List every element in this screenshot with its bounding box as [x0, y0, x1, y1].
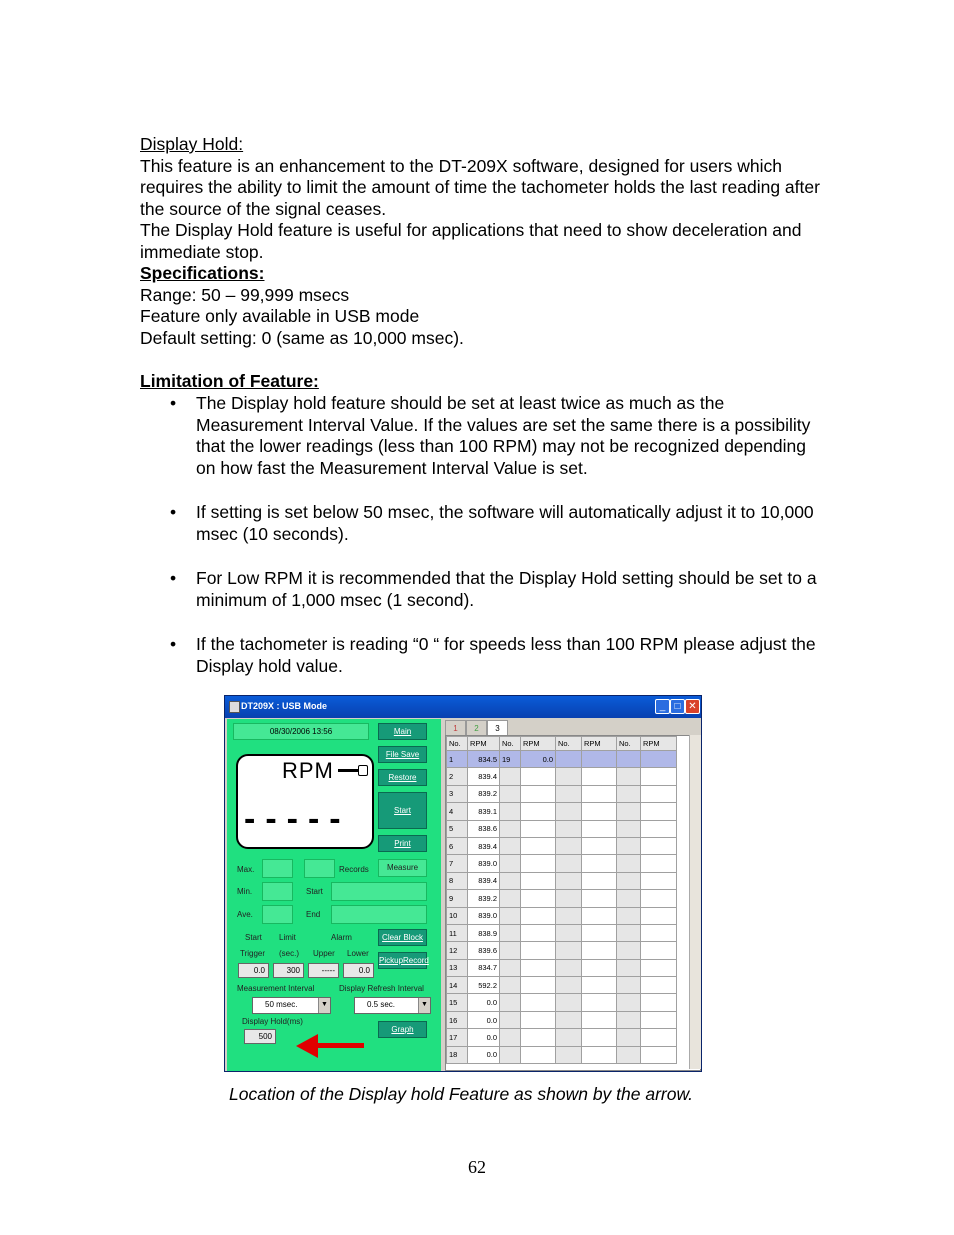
- row-number-cell[interactable]: [500, 1029, 521, 1046]
- trigger-input[interactable]: 0.0: [238, 963, 269, 978]
- app-icon: [229, 701, 240, 713]
- col-limit-label: Limit: [279, 933, 296, 942]
- table-row[interactable]: [447, 872, 677, 889]
- rpm-cell[interactable]: [582, 959, 617, 976]
- rpm-cell[interactable]: [641, 837, 677, 854]
- row-number-cell[interactable]: [617, 977, 641, 994]
- display-refresh-label: Display Refresh Interval: [339, 984, 424, 993]
- row-number-cell[interactable]: 15: [447, 994, 468, 1011]
- rpm-cell[interactable]: [582, 942, 617, 959]
- maximize-icon[interactable]: □: [670, 699, 685, 714]
- pickup-record-button[interactable]: PickupRecord: [378, 952, 427, 969]
- rpm-cell[interactable]: 839.0: [468, 907, 500, 924]
- lower-label: Lower: [347, 949, 369, 958]
- row-number-cell[interactable]: 8: [447, 872, 468, 889]
- rpm-cell[interactable]: [582, 977, 617, 994]
- rpm-cell[interactable]: [521, 803, 556, 820]
- rpm-cell[interactable]: [521, 872, 556, 889]
- rpm-cell[interactable]: [641, 907, 677, 924]
- row-number-cell[interactable]: 7: [447, 855, 468, 872]
- rpm-cell[interactable]: [582, 994, 617, 1011]
- row-number-cell[interactable]: [556, 1011, 582, 1028]
- rpm-cell[interactable]: [641, 977, 677, 994]
- rpm-cell[interactable]: [521, 994, 556, 1011]
- rpm-cell[interactable]: [641, 785, 677, 802]
- rpm-cell[interactable]: [521, 959, 556, 976]
- minimize-icon[interactable]: _: [655, 699, 670, 714]
- row-number-cell[interactable]: [617, 837, 641, 854]
- row-number-cell[interactable]: [500, 785, 521, 802]
- row-number-cell[interactable]: 12: [447, 942, 468, 959]
- rpm-cell[interactable]: [641, 1029, 677, 1046]
- rpm-cell[interactable]: [582, 924, 617, 941]
- rpm-cell[interactable]: 592.2: [468, 977, 500, 994]
- row-number-cell[interactable]: [617, 820, 641, 837]
- row-number-cell[interactable]: [556, 994, 582, 1011]
- file-save-button[interactable]: File Save: [378, 746, 427, 763]
- graph-button[interactable]: Graph: [378, 1021, 427, 1038]
- row-number-cell[interactable]: [617, 872, 641, 889]
- title-bar: [225, 696, 701, 718]
- row-number-cell[interactable]: [556, 872, 582, 889]
- rpm-cell[interactable]: [582, 803, 617, 820]
- row-number-cell[interactable]: [617, 803, 641, 820]
- rpm-cell[interactable]: [641, 872, 677, 889]
- table-row[interactable]: [447, 1046, 677, 1063]
- grid-header: No.: [556, 737, 582, 751]
- row-number-cell[interactable]: [556, 959, 582, 976]
- bullet: •: [170, 568, 177, 588]
- display-refresh-select[interactable]: 0.5 sec. ▼: [354, 997, 431, 1014]
- chevron-down-icon[interactable]: ▼: [318, 998, 330, 1013]
- rpm-cell[interactable]: 839.4: [468, 837, 500, 854]
- table-row[interactable]: [447, 907, 677, 924]
- row-number-cell[interactable]: [617, 959, 641, 976]
- row-number-cell[interactable]: [500, 1046, 521, 1063]
- grid-header: No.: [500, 737, 521, 751]
- row-number-cell[interactable]: [556, 820, 582, 837]
- rpm-cell[interactable]: [641, 924, 677, 941]
- row-number-cell[interactable]: 10: [447, 907, 468, 924]
- rpm-cell[interactable]: 838.9: [468, 924, 500, 941]
- rpm-cell[interactable]: 839.4: [468, 768, 500, 785]
- max-label: Max.: [237, 865, 255, 874]
- close-icon[interactable]: ✕: [685, 699, 700, 714]
- rpm-cell[interactable]: [521, 890, 556, 907]
- control-panel: [227, 719, 441, 1071]
- rpm-cell[interactable]: [521, 837, 556, 854]
- row-number-cell[interactable]: [500, 890, 521, 907]
- row-number-cell[interactable]: [500, 803, 521, 820]
- start-time-field: [331, 882, 427, 901]
- rpm-cell[interactable]: [521, 1046, 556, 1063]
- table-row[interactable]: [447, 1011, 677, 1028]
- max-field: [262, 859, 293, 878]
- table-row[interactable]: [447, 959, 677, 976]
- row-number-cell[interactable]: [617, 768, 641, 785]
- rpm-cell[interactable]: [521, 907, 556, 924]
- col-start-label: Start: [245, 933, 262, 942]
- chevron-down-icon[interactable]: ▼: [418, 998, 430, 1013]
- row-number-cell[interactable]: 11: [447, 924, 468, 941]
- row-number-cell[interactable]: [556, 942, 582, 959]
- table-row[interactable]: [447, 1029, 677, 1046]
- spec-default: Default setting: 0 (same as 10,000 msec).: [140, 327, 464, 348]
- rpm-cell[interactable]: 839.0: [468, 855, 500, 872]
- main-button[interactable]: Main: [378, 723, 427, 740]
- row-number-cell[interactable]: 17: [447, 1029, 468, 1046]
- rpm-cell[interactable]: [521, 855, 556, 872]
- grid-header: No.: [617, 737, 641, 751]
- row-number-cell[interactable]: 1: [447, 751, 468, 768]
- list-item: • The Display hold feature should be set at least twice as much as the Measurement Interval Value. If the values are set the same there is a possibility that the lower readings (less than 100 RPM) may not be recognized depending on how fast the Measurement Interval Value is set.: [170, 393, 811, 478]
- row-number-cell[interactable]: [617, 1011, 641, 1028]
- row-number-cell[interactable]: [556, 785, 582, 802]
- grid-header: RPM: [641, 737, 677, 751]
- grid-header: RPM: [468, 737, 500, 751]
- tab-3[interactable]: 3: [487, 720, 508, 736]
- limitation-list: [140, 393, 830, 677]
- rpm-cell[interactable]: [582, 1046, 617, 1063]
- row-number-cell[interactable]: 14: [447, 977, 468, 994]
- spec-range: Range: 50 – 99,999 msecs: [140, 284, 350, 305]
- row-number-cell[interactable]: 2: [447, 768, 468, 785]
- limitation-heading: Limitation of Feature:: [140, 370, 319, 391]
- lcd-value: -----: [244, 800, 351, 838]
- row-number-cell[interactable]: [617, 994, 641, 1011]
- min-field: [262, 882, 293, 901]
- table-row[interactable]: [447, 785, 677, 802]
- start-button[interactable]: Start: [378, 792, 427, 829]
- print-button[interactable]: Print: [378, 835, 427, 852]
- rpm-cell[interactable]: 838.6: [468, 820, 500, 837]
- data-grid: [445, 735, 701, 1071]
- bullet: •: [170, 502, 177, 522]
- row-number-cell[interactable]: 18: [447, 1046, 468, 1063]
- rpm-cell[interactable]: [641, 855, 677, 872]
- document-body: [140, 134, 830, 700]
- row-number-cell[interactable]: [617, 924, 641, 941]
- col-alarm-label: Alarm: [331, 933, 352, 942]
- rpm-cell[interactable]: [641, 1011, 677, 1028]
- tab-2[interactable]: 2: [466, 720, 487, 735]
- red-arrow-icon: [312, 1043, 364, 1048]
- tab-1[interactable]: 1: [445, 720, 466, 735]
- row-number-cell[interactable]: [500, 959, 521, 976]
- row-number-cell[interactable]: 9: [447, 890, 468, 907]
- rpm-cell[interactable]: [641, 959, 677, 976]
- records-field: [304, 859, 335, 878]
- figure-caption: Location of the Display hold Feature as shown by the arrow.: [229, 1084, 694, 1104]
- table-row[interactable]: [447, 855, 677, 872]
- row-number-cell[interactable]: [500, 907, 521, 924]
- intro-paragraph: This feature is an enhancement to the DT-209X software, designed for users which requires the ability to limit the amount of time the tachometer holds the last reading after the source of the signal ceases.: [140, 155, 820, 219]
- rpm-cell[interactable]: [641, 768, 677, 785]
- rpm-cell[interactable]: [641, 942, 677, 959]
- rpm-cell[interactable]: [582, 855, 617, 872]
- row-number-cell[interactable]: [500, 820, 521, 837]
- table-row[interactable]: [447, 924, 677, 941]
- table-row[interactable]: [447, 820, 677, 837]
- table-row[interactable]: [447, 768, 677, 785]
- rpm-cell[interactable]: [641, 803, 677, 820]
- table-row[interactable]: [447, 751, 677, 768]
- rpm-cell[interactable]: 0.0: [468, 1011, 500, 1028]
- app-window-screenshot: [224, 695, 702, 1072]
- rpm-cell[interactable]: 0.0: [468, 1046, 500, 1063]
- rpm-cell[interactable]: [641, 751, 677, 768]
- usage-paragraph: The Display Hold feature is useful for applications that need to show deceleration and immediate stop.: [140, 220, 802, 262]
- table-row[interactable]: [447, 837, 677, 854]
- table-row[interactable]: [447, 977, 677, 994]
- row-number-cell[interactable]: [556, 768, 582, 785]
- section-heading: Display Hold:: [140, 134, 244, 154]
- row-number-cell[interactable]: [500, 924, 521, 941]
- rpm-cell[interactable]: [641, 820, 677, 837]
- min-label: Min.: [237, 887, 253, 896]
- measurement-interval-select[interactable]: 50 msec. ▼: [252, 997, 331, 1014]
- row-number-cell[interactable]: [556, 855, 582, 872]
- row-number-cell[interactable]: 16: [447, 1011, 468, 1028]
- ave-label: Ave.: [237, 910, 253, 919]
- row-number-cell[interactable]: [556, 890, 582, 907]
- rpm-cell[interactable]: [641, 1046, 677, 1063]
- trigger-label: Trigger: [240, 949, 266, 958]
- row-number-cell[interactable]: 19: [500, 751, 521, 768]
- row-number-cell[interactable]: [556, 1046, 582, 1063]
- rpm-cell[interactable]: [582, 1029, 617, 1046]
- row-number-cell[interactable]: [617, 751, 641, 768]
- grid-header: No.: [447, 737, 468, 751]
- row-number-cell[interactable]: [556, 924, 582, 941]
- specifications-heading: Specifications:: [140, 263, 265, 283]
- rpm-display: [236, 754, 374, 849]
- list-item: • If setting is set below 50 msec, the software will automatically adjust it to 10,000 msec (10 seconds).: [170, 502, 814, 544]
- end-time-field: [331, 905, 427, 924]
- rpm-cell[interactable]: [521, 1011, 556, 1028]
- list-item: • If the tachometer is reading “0 “ for speeds less than 100 RPM please adjust the Display hold value.: [170, 634, 816, 676]
- start-time-label: Start: [306, 887, 323, 896]
- display-hold-input[interactable]: 500: [244, 1029, 276, 1044]
- rpm-cell[interactable]: 839.1: [468, 803, 500, 820]
- row-number-cell[interactable]: [617, 942, 641, 959]
- rpm-cell[interactable]: [521, 768, 556, 785]
- records-label: Records: [339, 865, 369, 874]
- row-number-cell[interactable]: [500, 855, 521, 872]
- list-item: • For Low RPM it is recommended that the Display Hold setting should be set to a minimum of 1,000 msec (1 second).: [170, 568, 817, 610]
- row-number-cell[interactable]: [556, 1029, 582, 1046]
- row-number-cell[interactable]: [500, 977, 521, 994]
- rpm-cell[interactable]: [641, 890, 677, 907]
- row-number-cell[interactable]: [556, 977, 582, 994]
- rpm-cell[interactable]: 834.7: [468, 959, 500, 976]
- row-number-cell[interactable]: [500, 942, 521, 959]
- end-time-label: End: [306, 910, 321, 919]
- upper-label: Upper: [313, 949, 335, 958]
- row-number-cell[interactable]: [500, 837, 521, 854]
- table-row[interactable]: [447, 994, 677, 1011]
- row-number-cell[interactable]: [617, 907, 641, 924]
- restore-button[interactable]: Restore: [378, 769, 427, 786]
- rpm-cell[interactable]: [582, 837, 617, 854]
- rpm-cell[interactable]: [521, 942, 556, 959]
- lower-input[interactable]: 0.0: [343, 963, 374, 978]
- row-number-cell[interactable]: 5: [447, 820, 468, 837]
- row-number-cell[interactable]: [617, 1046, 641, 1063]
- clear-block-button[interactable]: Clear Block: [378, 929, 427, 946]
- datetime-display: 08/30/2006 13:56: [233, 723, 369, 740]
- rpm-cell[interactable]: [521, 977, 556, 994]
- measurement-interval-label: Measurement Interval: [237, 984, 315, 993]
- rpm-cell[interactable]: [582, 751, 617, 768]
- rpm-cell[interactable]: [582, 768, 617, 785]
- row-number-cell[interactable]: [556, 837, 582, 854]
- rpm-cell[interactable]: [521, 924, 556, 941]
- row-number-cell[interactable]: [500, 768, 521, 785]
- row-number-cell[interactable]: [556, 907, 582, 924]
- rpm-cell[interactable]: 834.5: [468, 751, 500, 768]
- rpm-cell[interactable]: 839.2: [468, 890, 500, 907]
- rpm-cell[interactable]: [521, 785, 556, 802]
- rpm-cell[interactable]: 839.2: [468, 785, 500, 802]
- rpm-cell[interactable]: 0.0: [521, 751, 556, 768]
- row-number-cell[interactable]: 3: [447, 785, 468, 802]
- row-number-cell[interactable]: [500, 1011, 521, 1028]
- bullet: •: [170, 393, 177, 413]
- rpm-table: [446, 736, 677, 1064]
- row-number-cell[interactable]: 4: [447, 803, 468, 820]
- row-number-cell[interactable]: [500, 872, 521, 889]
- ave-field: [262, 905, 293, 924]
- window-title: DT209X : USB Mode: [241, 701, 328, 711]
- rpm-cell[interactable]: [582, 890, 617, 907]
- row-number-cell[interactable]: [617, 890, 641, 907]
- row-number-cell[interactable]: [617, 1029, 641, 1046]
- row-number-cell[interactable]: [617, 855, 641, 872]
- row-number-cell[interactable]: 6: [447, 837, 468, 854]
- vertical-scrollbar[interactable]: [689, 735, 701, 1069]
- limit-input[interactable]: 300: [273, 963, 304, 978]
- grid-header: RPM: [521, 737, 556, 751]
- row-number-cell[interactable]: 13: [447, 959, 468, 976]
- measure-button[interactable]: Measure: [378, 859, 427, 877]
- display-hold-label: Display Hold(ms): [242, 1017, 303, 1026]
- row-number-cell[interactable]: [556, 751, 582, 768]
- bullet: •: [170, 634, 177, 654]
- grid-header: RPM: [582, 737, 617, 751]
- rpm-cell[interactable]: [521, 820, 556, 837]
- rpm-cell[interactable]: 0.0: [468, 1029, 500, 1046]
- spec-mode: Feature only available in USB mode: [140, 306, 420, 326]
- sec-label: (sec.): [279, 949, 299, 958]
- table-row[interactable]: [447, 942, 677, 959]
- rpm-cell[interactable]: [582, 820, 617, 837]
- row-number-cell[interactable]: [556, 803, 582, 820]
- table-row[interactable]: [447, 803, 677, 820]
- rpm-cell[interactable]: [521, 1029, 556, 1046]
- rpm-cell[interactable]: 839.6: [468, 942, 500, 959]
- table-row[interactable]: [447, 890, 677, 907]
- rpm-cell[interactable]: [582, 872, 617, 889]
- rpm-cell[interactable]: 839.4: [468, 872, 500, 889]
- page-number: 62: [468, 1157, 486, 1177]
- row-number-cell[interactable]: [617, 785, 641, 802]
- rpm-cell[interactable]: 0.0: [468, 994, 500, 1011]
- rpm-cell[interactable]: [641, 994, 677, 1011]
- rpm-cell[interactable]: [582, 907, 617, 924]
- rpm-cell[interactable]: [582, 785, 617, 802]
- usb-plug-head-icon: [358, 765, 368, 776]
- lcd-unit: RPM: [282, 758, 334, 783]
- rpm-cell[interactable]: [582, 1011, 617, 1028]
- upper-input[interactable]: -----: [308, 963, 339, 978]
- row-number-cell[interactable]: [500, 994, 521, 1011]
